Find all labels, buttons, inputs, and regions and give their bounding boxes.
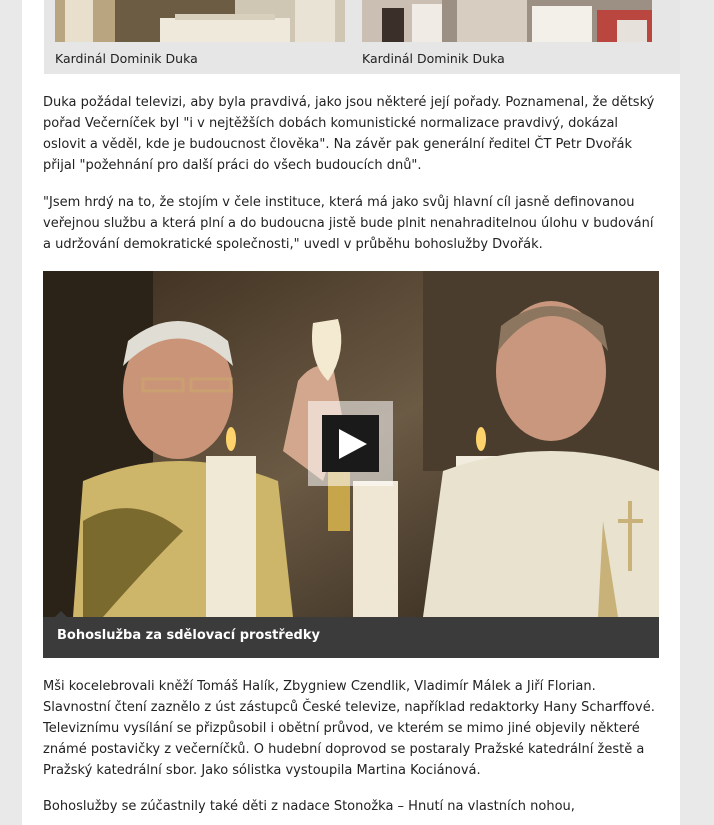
article-content bbox=[22, 0, 680, 825]
article-paragraph: Bohoslužby se zúčastnily také děti z nadace Stonožka – Hnutí na vlastních nohou, bbox=[43, 799, 575, 814]
video-player[interactable] bbox=[43, 271, 659, 658]
caption-notch bbox=[55, 611, 67, 617]
photo-gallery bbox=[44, 0, 680, 74]
gallery-caption: Kardinál Dominik Duka bbox=[55, 51, 198, 66]
article-paragraph: "Jsem hrdý na to, že stojím v čele instituce, která má jako svůj hlavní cíl jasně definovanou veřejnou službu a která plní a do budoucna jistě bude plnit nenahraditelnou úlohu v budování a udržování demokratické společnosti," uvedl v průběhu bohoslužby Dvořák. bbox=[43, 195, 654, 252]
video-caption-bar bbox=[43, 617, 659, 658]
play-button-inner[interactable] bbox=[322, 415, 379, 472]
video-title[interactable]: Bohoslužba za sdělovací prostředky bbox=[57, 628, 320, 643]
play-icon bbox=[339, 429, 367, 459]
gallery-thumbnail[interactable] bbox=[362, 0, 652, 42]
article-paragraph: Duka požádal televizi, aby byla pravdivá, jako jsou některé její pořady. Poznamenal, že dětský pořad Večerníček byl "i v nejtěžších dobách komunistické normalizace pravdivý, dokázal oslovit a věděl, kde je budoucnost člověka". Na závěr pak generální ředitel ČT Petr Dvořák přijal "požehnání pro další práci do všech budoucích dnů". bbox=[43, 95, 655, 173]
gallery-caption: Kardinál Dominik Duka bbox=[362, 51, 505, 66]
gallery-thumbnail[interactable] bbox=[55, 0, 345, 42]
page-right-margin bbox=[680, 0, 714, 825]
page-left-margin bbox=[0, 0, 22, 825]
article-paragraph: Mši kocelebrovali kněží Tomáš Halík, Zbygniew Czendlik, Vladimír Málek a Jiří Florian. Slavnostní čtení zaznělo z úst zástupců České televize, například redaktorky Hany Scharffové. Televiznímu vysílání se přizpůsobil i obětní průvod, ve kterém se mimo jiné objevily některé známé postavičky z večerníčků. O hudební doprovod se postaraly Pražské katedrální žestě a Pražský katedrální sbor. Jako sólistka vystoupila Martina Kociánová. bbox=[43, 679, 655, 778]
play-button[interactable] bbox=[308, 401, 393, 486]
